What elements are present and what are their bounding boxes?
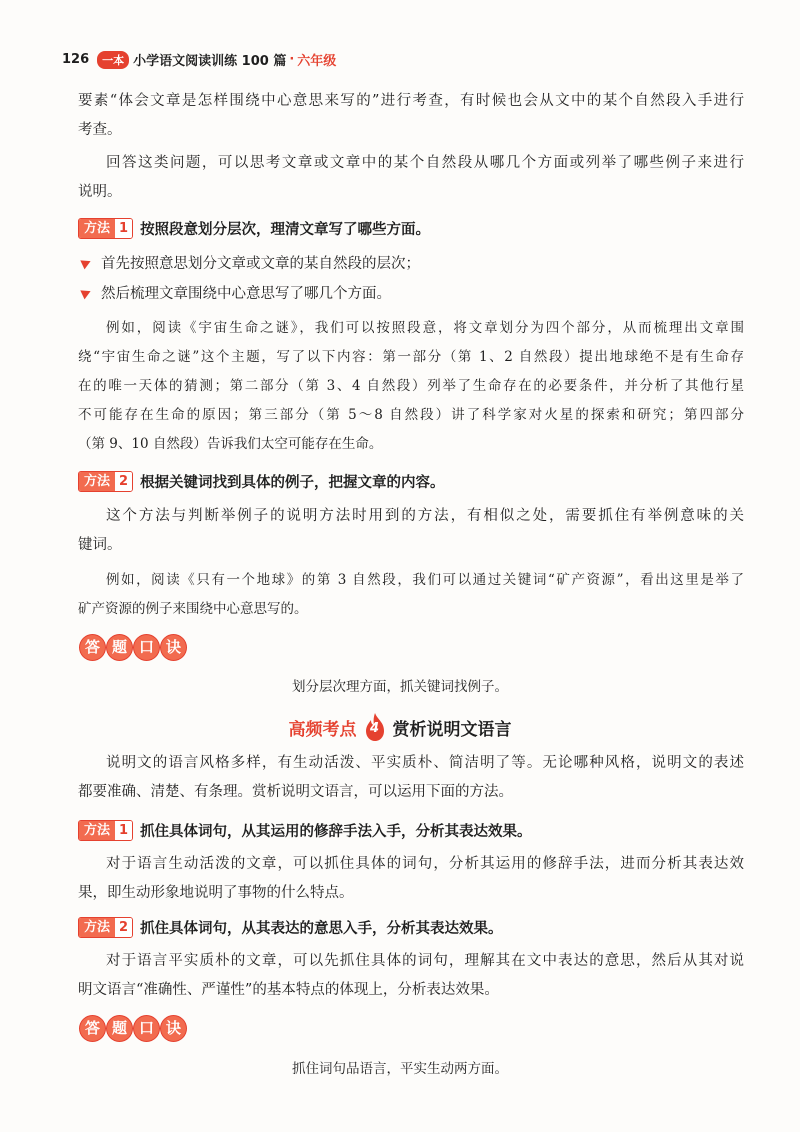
arrow-bullet-icon: [80, 286, 92, 299]
keypoint-number: 4: [369, 721, 380, 736]
page-number: 126: [62, 52, 90, 67]
paragraph-line: 对于语言平实质朴的文章，可以先抓住具体的词句，理解其在文中表达的意思，然后从其对说: [106, 953, 744, 969]
method-tag: [78, 917, 133, 938]
mnemonic-text: 抓住词句品语言，平实生动两方面。: [292, 1061, 508, 1077]
method-heading: [78, 471, 445, 492]
method-tag: [78, 820, 133, 841]
paragraph-line: 对于语言生动活泼的文章，可以抓住具体的词句，分析其运用的修辞手法，进而分析其表达效: [106, 856, 744, 872]
example-line: 在的唯一天体的猜测；第二部分（第 3、4 自然段）列举了生命存在的必要条件，并分析了其他行星: [78, 378, 744, 394]
method-tag-number: 1: [115, 821, 132, 840]
method-tag: [78, 471, 133, 492]
paragraph-line: 这个方法与判断举例子的说明方法时用到的方法，有相似之处，需要抓住有举例意味的关: [106, 508, 744, 524]
keypoint-heading: [0, 712, 800, 742]
mnemonic-badge-char: 答: [80, 635, 105, 660]
method-tag-label: 方法: [79, 918, 115, 937]
paragraph-line: 说明文的语言风格多样，有生动活泼、平实质朴、简洁明了等。无论哪种风格，说明文的表述: [106, 755, 744, 771]
keypoint-title: 赏析说明文语言: [392, 719, 512, 740]
method-heading: [78, 917, 503, 938]
bullet-text: 首先按照意思划分文章或文章的某自然段的层次；: [101, 256, 420, 272]
paragraph-line: 键词。: [78, 537, 122, 553]
example-line: 不可能存在生命的原因；第三部分（第 5～8 自然段）讲了科学家对火星的探索和研究；第四部分: [78, 407, 744, 423]
mnemonic-badge-char: 口: [134, 1016, 159, 1041]
paragraph-line: 要素“体会文章是怎样围绕中心意思来写的”进行考查，有时候也会从文中的某个自然段入手进行: [78, 93, 744, 109]
mnemonic-badge-char: 诀: [161, 1016, 186, 1041]
flame-icon: [363, 712, 387, 742]
example-line: 矿产资源的例子来围绕中心意思写的。: [78, 601, 308, 617]
paragraph-line: 明文语言“准确性、严谨性”的基本特点的体现上，分析表达效果。: [78, 982, 499, 998]
paragraph-line: 考查。: [78, 122, 122, 138]
method-title: 按照段意划分层次，理清文章写了哪些方面。: [140, 222, 431, 238]
book-title: 小学语文阅读训练 100 篇: [133, 54, 287, 69]
paragraph-line: 都要准确、清楚、有条理。赏析说明文语言，可以运用下面的方法。: [78, 784, 513, 800]
mnemonic-badge: [80, 635, 188, 660]
method-tag-number: 2: [115, 472, 132, 491]
mnemonic-badge-char: 题: [107, 635, 132, 660]
method-tag-number: 1: [115, 219, 132, 238]
method-heading: [78, 218, 430, 239]
mnemonic-badge-char: 口: [134, 635, 159, 660]
brand-logo: 一本: [97, 51, 129, 69]
page-header: [62, 50, 336, 69]
method-tag-number: 2: [115, 918, 132, 937]
mnemonic-text: 划分层次理方面，抓关键词找例子。: [292, 679, 508, 695]
method-tag-label: 方法: [79, 472, 115, 491]
bullet-item: [82, 252, 420, 273]
header-separator: ·: [289, 52, 295, 67]
paragraph-line: 回答这类问题，可以思考文章或文章中的某个自然段从哪几个方面或列举了哪些例子来进行: [106, 155, 744, 171]
grade-label: 六年级: [297, 54, 337, 69]
mnemonic-badge: [80, 1016, 188, 1041]
mnemonic-badge-char: 答: [80, 1016, 105, 1041]
method-tag: [78, 218, 133, 239]
method-title: 根据关键词找到具体的例子，把握文章的内容。: [140, 475, 445, 491]
example-line: （第 9、10 自然段）告诉我们太空可能存在生命。: [78, 436, 383, 452]
example-line: 例如，阅读《只有一个地球》的第 3 自然段，我们可以通过关键词“矿产资源”，看出这里是举了: [106, 572, 744, 588]
bullet-item: [82, 282, 391, 303]
arrow-bullet-icon: [80, 256, 92, 269]
mnemonic-badge-char: 题: [107, 1016, 132, 1041]
method-tag-label: 方法: [79, 219, 115, 238]
method-title: 抓住具体词句，从其运用的修辞手法入手，分析其表达效果。: [140, 824, 532, 840]
example-line: 例如，阅读《宇宙生命之谜》，我们可以按照段意，将文章划分为四个部分，从而梳理出文章围: [106, 320, 744, 336]
example-line: 绕“宇宙生命之谜”这个主题，写了以下内容：第一部分（第 1、2 自然段）提出地球绝不是有生命存: [78, 349, 744, 365]
method-heading: [78, 820, 532, 841]
paragraph-line: 说明。: [78, 184, 122, 200]
method-tag-label: 方法: [79, 821, 115, 840]
bullet-text: 然后梳理文章围绕中心意思写了哪几个方面。: [101, 286, 391, 302]
mnemonic-badge-char: 诀: [161, 635, 186, 660]
method-title: 抓住具体词句，从其表达的意思入手，分析其表达效果。: [140, 921, 503, 937]
paragraph-line: 果，即生动形象地说明了事物的什么特点。: [78, 885, 354, 901]
keypoint-label: 高频考点: [288, 719, 357, 740]
